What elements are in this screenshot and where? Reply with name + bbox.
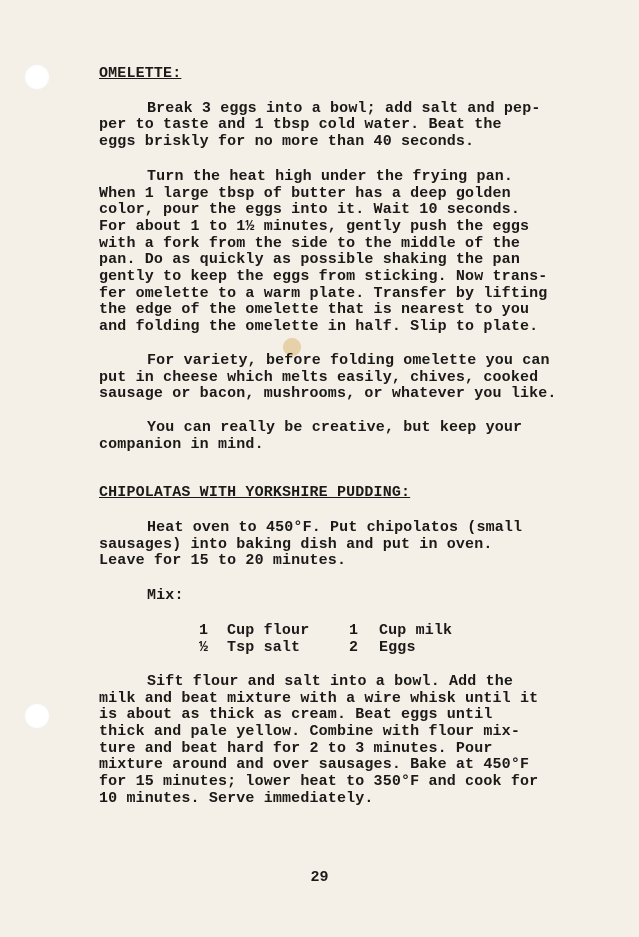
omelette-heading: OMELETTE: — [99, 65, 182, 82]
omelette-paragraph-4: You can really be creative, but keep your companion in mind. — [99, 418, 523, 453]
omelette-paragraph-2: Turn the heat high under the frying pan. When 1 large tbsp of butter has a deep golden color, pour the eggs into it. Wait 10 seconds. For about 1 to 1½ minutes, gently push the eggs with a fork from the side to the middle of the pan. Do as quickly as possible shaking the pan gently to keep the eggs from sticking. Now trans- fer omelette to a warm plate. Transfer by lifting the edge of the omelette that is nearest to you and folding the omelette in half. Slip to plate. — [99, 167, 548, 336]
chipolatas-heading: CHIPOLATAS WITH YORKSHIRE PUDDING: — [99, 484, 411, 502]
ingredient-item: Tsp salt — [227, 638, 301, 656]
mix-label: Mix: — [147, 587, 184, 605]
ingredient-qty: 2 — [349, 638, 359, 656]
page-number: 29 — [310, 869, 329, 886]
ingredient-qty: 1 — [199, 621, 209, 639]
omelette-paragraph-1: Break 3 eggs into a bowl; add salt and pep- per to taste and 1 tbsp cold water. Beat the eggs briskly for no more than 40 seconds. — [99, 99, 541, 151]
ingredient-item: Eggs — [379, 638, 416, 656]
ingredient-qty: 1 — [349, 621, 359, 639]
ingredient-item: Cup milk — [379, 621, 453, 639]
ingredient-item: Cup flour — [227, 621, 310, 639]
omelette-paragraph-3: For variety, before folding omelette you can put in cheese which melts easily, chives, cooked sausage or bacon, mushrooms, or whatever you like. — [99, 351, 557, 403]
recipe-text — [99, 66, 604, 808]
chipolatas-paragraph-1: Heat oven to 450°F. Put chipolatos (small sausages) into baking dish and put in oven. Leave for 15 to 20 minutes. — [99, 519, 523, 570]
binder-hole — [24, 64, 50, 90]
ingredient-qty: ½ — [199, 638, 209, 656]
chipolatas-paragraph-2: Sift flour and salt into a bowl. Add the milk and beat mixture with a wire whisk until it is about as thick as cream. Beat eggs until thick and pale yellow. Combine with flour mix- ture and beat hard for 2 to 3 minutes. Pour mixture around and over sausages. Bake at 450°F for 15 minutes; lower heat to 350°F and cook for 10 minutes. Serve immediately. — [99, 672, 539, 807]
binder-hole — [24, 703, 50, 729]
ingredient-list — [199, 623, 604, 656]
